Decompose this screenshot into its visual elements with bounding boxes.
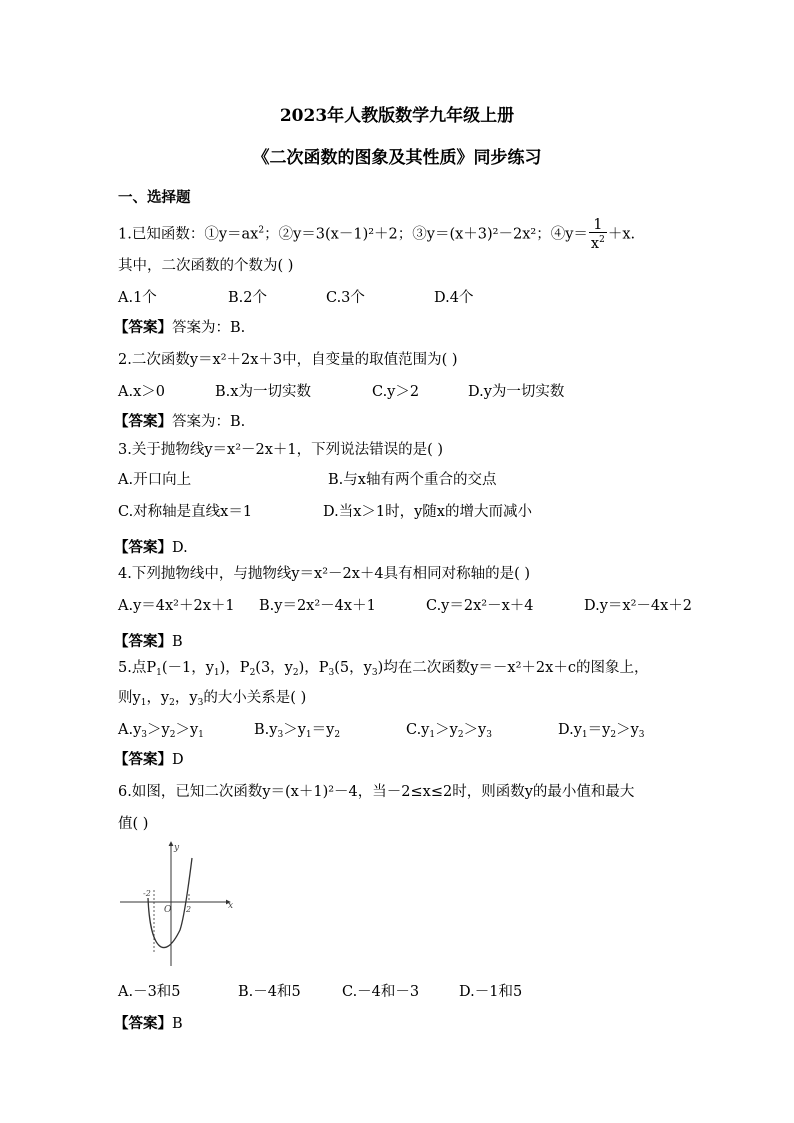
q1-option-b[interactable]: B.2个 [228,290,267,306]
doc-title: 2023年人教版数学九年级上册 [279,106,515,126]
q3-stem: 3.关于抛物线y＝x²－2x＋1，下列说法错误的是( ) [118,442,444,458]
q5-stem: 5.点$P_1(-1$，$y_1$)，$P_2(3$，$y_2$)，$P_3(5$，$y_3$)均在二次函数y＝－x²＋2x＋c的图象上， [118,660,649,678]
q2-option-b[interactable]: B.x为一切实数 [215,384,311,400]
q1-options [118,288,678,308]
section-heading: 一、选择题 [118,189,191,206]
q4-answer: 【答案】B [114,633,183,650]
q6-option-b[interactable]: B.－4和5 [238,984,301,1000]
q6-answer: 【答案】B [114,1015,183,1032]
q6-stem: 6.如图，已知二次函数y＝(x＋1)²－4，当－2≤x≤2时，则函数y的最小值和最大 [118,784,635,800]
q6-option-a[interactable]: A.－3和5 [118,984,181,1000]
q1-option-a[interactable]: A.1个 [118,290,157,306]
q3-options-row1 [118,470,678,490]
q3-option-b[interactable]: B.与x轴有两个重合的交点 [328,472,497,488]
q2-option-c[interactable]: C.y＞2 [372,384,420,400]
tick-label-neg2: -2 [143,889,151,898]
q5-option-a[interactable]: $A.y_3>y_2>y_1$ [118,722,204,740]
q6-options [118,982,678,1002]
q4-option-c[interactable]: C.y＝2x²－x＋4 [426,598,534,614]
q3-option-c[interactable]: C.对称轴是直线x＝1 [118,504,253,520]
q3-options-row2 [118,502,678,522]
q3-answer: 【答案】D. [114,539,188,556]
q4-options [118,596,698,616]
q4-stem: 4.下列抛物线中，与抛物线y＝x²－2x＋4具有相同对称轴的是( ) [118,566,531,582]
doc-subtitle: 《二次函数的图象及其性质》同步练习 [252,148,542,168]
q1-option-c[interactable]: C.3个 [326,290,365,306]
q1-fraction: $\frac{1}{x^2}$ [590,217,605,252]
y-axis-label: y [174,843,180,853]
q2-answer: 【答案】答案为：B. [114,413,246,430]
q6-stem-2: 值( ) [118,816,149,832]
q5-option-c[interactable]: $C.y_1>y_2>y_3$ [406,722,492,740]
q1-stem: 1.已知函数：$①y=ax^2$；②y＝3(x－1)²＋2；③y＝(x＋3)²－2x²；④y＝ $\frac{1}{x^2}$ ＋x. [118,217,636,252]
q1-stem-2: 其中，二次函数的个数为( ) [118,258,294,274]
q4-option-d[interactable]: D.y＝x²－4x＋2 [584,598,693,614]
q5-stem-2: 则$y_1$，$y_2$，$y_3$的大小关系是( ) [118,690,307,708]
q2-options [118,382,678,402]
q3-option-a[interactable]: A.开口向上 [118,472,192,488]
q4-option-b[interactable]: B.y＝2x²－4x＋1 [259,598,376,614]
q5-answer: 【答案】D [114,751,184,768]
q1-option-d[interactable]: D.4个 [434,290,474,306]
q2-option-a[interactable]: A.x＞0 [118,384,165,400]
origin-label: O [164,905,172,915]
q2-option-d[interactable]: D.y为一切实数 [468,384,565,400]
q5-option-b[interactable]: $B.y_3>y_1=y_2$ [254,722,341,740]
q5-option-d[interactable]: $D.y_1=y_2>y_3$ [558,722,645,740]
q2-stem: 2.二次函数y＝x²＋2x＋3中，自变量的取值范围为( ) [118,352,458,368]
q6-graph [118,838,238,970]
q6-option-d[interactable]: D.－1和5 [459,984,523,1000]
parabola [148,858,192,948]
tick-label-2: 2 [186,905,192,914]
q1-answer: 【答案】答案为：B. [114,319,246,336]
q4-option-a[interactable]: A.y＝4x²＋2x＋1 [118,598,235,614]
q5-options [118,720,678,740]
x-axis-label: x [228,901,234,911]
q6-option-c[interactable]: C.－4和－3 [342,984,420,1000]
q3-option-d[interactable]: D.当x＞1时，y随x的增大而减小 [323,504,532,520]
